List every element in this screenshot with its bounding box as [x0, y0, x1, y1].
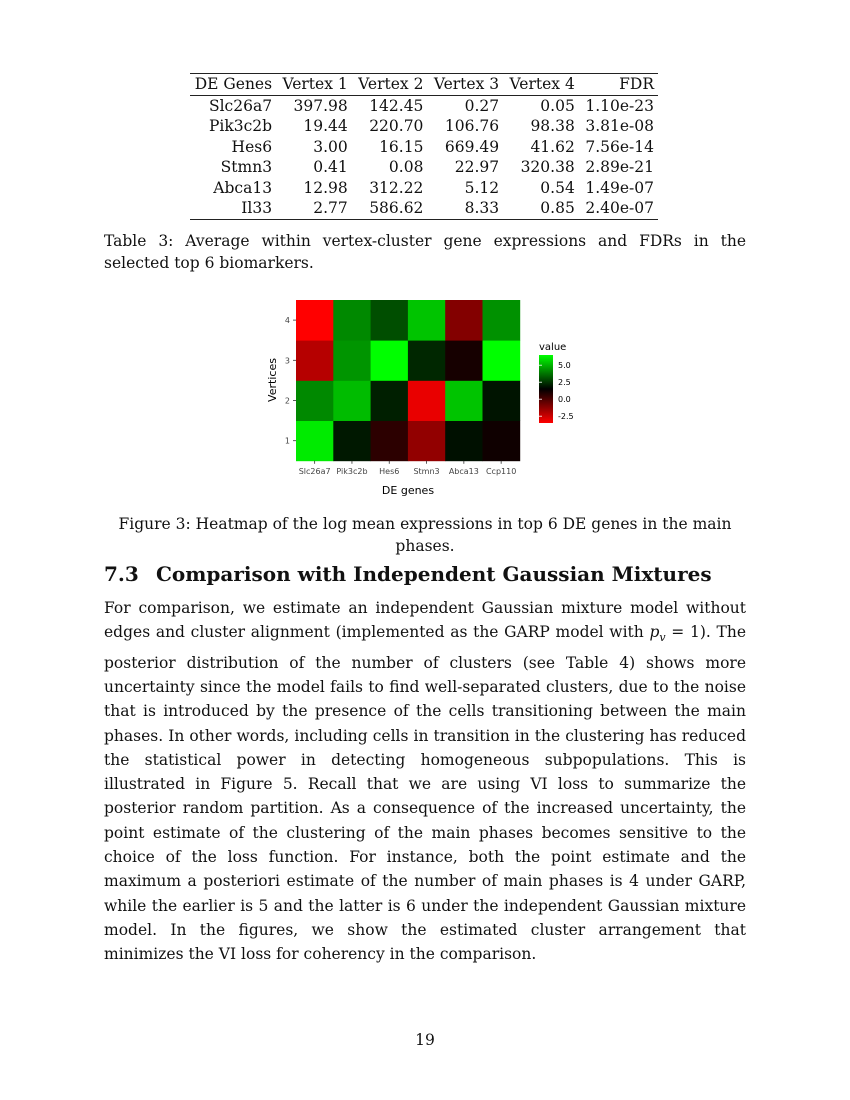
table-row	[190, 116, 658, 137]
table-cell: Stmn3	[220, 158, 273, 176]
heatmap-cell	[445, 300, 483, 341]
table-cell: 320.38	[520, 158, 575, 176]
heatmap-cell	[371, 421, 409, 462]
table-cell: 41.62	[530, 137, 575, 156]
table-cell: 19.44	[303, 117, 348, 135]
heatmap-cell	[296, 300, 334, 341]
table-caption: Table 3: Average within vertex-cluster gene expressions and FDRs in the selected top 6 biomarkers.	[104, 232, 746, 272]
body-text-part-1: For comparison, we estimate an independent Gaussian mixture model without edges and cluster alignment (implemented as the GARP model with	[104, 599, 746, 642]
section-heading	[104, 562, 712, 586]
table-header-cell: DE Genes	[194, 75, 273, 93]
table-cell: 312.22	[369, 178, 424, 197]
x-tick-label: Stmn3	[413, 466, 440, 476]
table-cell: 0.41	[313, 158, 348, 176]
legend-title: value	[539, 342, 567, 353]
table-row	[190, 157, 658, 178]
table-row	[190, 95, 658, 116]
heatmap-cell	[333, 421, 371, 462]
heatmap-cell	[408, 421, 446, 462]
page-number: 19	[415, 1031, 435, 1049]
table-cell: 3.00	[313, 137, 348, 156]
table-cell: 22.97	[454, 158, 500, 176]
heatmap-cell	[445, 340, 483, 381]
math-subscript: v	[659, 631, 666, 645]
table-cell: 2.89e-21	[585, 158, 654, 176]
table-cell: Abca13	[213, 178, 273, 197]
table-cell: 142.45	[369, 96, 424, 115]
section-title: Comparison with Independent Gaussian Mixtures	[156, 562, 712, 586]
table-cell: 1.49e-07	[585, 178, 654, 197]
heatmap-cell	[296, 340, 334, 381]
heatmap-cell	[371, 380, 409, 421]
heatmap-cell	[296, 421, 334, 462]
y-tick-label: 1	[284, 436, 290, 446]
math-rest: = 1	[665, 623, 700, 642]
table-cell: Hes6	[231, 137, 273, 156]
heatmap-cell	[408, 340, 446, 381]
table-cell: 1.10e-23	[585, 96, 654, 115]
table-cell: 0.54	[540, 178, 575, 197]
legend-tick-label: 5.0	[558, 361, 571, 371]
table-cell: Il33	[241, 199, 273, 217]
table-cell: 16.15	[379, 137, 424, 156]
legend-tick-label: -2.5	[558, 412, 574, 422]
heatmap-cell	[483, 300, 521, 341]
table-cell: 2.77	[313, 199, 348, 217]
table-cell: 3.81e-08	[585, 117, 654, 135]
x-tick-label: Abca13	[448, 466, 479, 476]
table-header-cell: FDR	[619, 75, 654, 93]
table-header-cell: Vertex 4	[509, 75, 575, 93]
heatmap-cell	[371, 340, 409, 381]
heatmap-cell	[408, 300, 446, 341]
table-header-cell: Vertex 1	[282, 75, 348, 93]
table-cell: 0.08	[388, 158, 424, 176]
x-tick-label: Pik3c2b	[336, 466, 368, 476]
y-tick-label: 3	[284, 356, 290, 366]
heatmap-cell	[333, 300, 371, 341]
heatmap-cell	[483, 421, 521, 462]
heatmap-cell	[371, 300, 409, 341]
table-cell: 5.12	[464, 178, 500, 197]
table-row	[190, 178, 658, 199]
table-cell: 106.76	[444, 117, 500, 135]
table-cell: 220.70	[369, 117, 424, 135]
heatmap-cell	[408, 380, 446, 421]
heatmap-figure	[262, 294, 592, 500]
y-tick-label: 2	[284, 396, 290, 406]
y-tick-label: 4	[284, 316, 290, 326]
table-header-cell: Vertex 2	[358, 75, 424, 93]
table-cell: 12.98	[303, 178, 348, 197]
heatmap-cell	[445, 380, 483, 421]
table-cell: Pik3c2b	[208, 117, 273, 135]
section-body	[104, 596, 746, 967]
body-paragraph	[104, 596, 746, 967]
table-body	[190, 95, 658, 219]
table-row	[190, 198, 658, 219]
heatmap-cell	[296, 380, 334, 421]
y-axis-label: Vertices	[266, 358, 279, 402]
section-number: 7.3	[104, 562, 139, 586]
legend-tick-label: 0.0	[558, 395, 571, 405]
table-cell: 0.27	[464, 96, 500, 115]
heatmap-cell	[483, 380, 521, 421]
heatmap-cell	[483, 340, 521, 381]
legend-tick-label: 2.5	[558, 378, 571, 388]
table-header-row	[190, 74, 658, 96]
table-cell: 586.62	[369, 199, 424, 217]
body-text-part-2: ). The posterior distribution of the number of clusters (see Table 4) shows more uncertainty since the model fails to find well-separated clusters, due to the noise that is introduced by the presence of the cells transitioning between the main phases. In other words, including cells in transition in the clustering has reduced the statistical power in detecting homogeneous subpopulations. This is illustrated in Figure 5. Recall that we are using VI loss to summarize the posterior random partition. As a consequence of the increased uncertainty, the point estimate of the clustering of the main phases becomes sensitive to the choice of the loss function. For instance, both the point estimate and the maximum a posteriori estimate of the number of main phases is 4 under GARP, while the earlier is 5 and the latter is 6 under the independent Gaussian mixture model. In the figures, we show the estimated cluster arrangement that minimizes the VI loss for coherency in the comparison.	[104, 623, 746, 964]
x-tick-label: Slc26a7	[298, 466, 331, 476]
heatmap-cell	[333, 380, 371, 421]
x-tick-label: Ccp110	[485, 466, 517, 476]
x-axis-label: DE genes	[381, 484, 435, 497]
heatmap-cells	[296, 300, 520, 461]
figure-caption: Figure 3: Heatmap of the log mean expressions in top 6 DE genes in the main phases.	[118, 515, 732, 555]
table-row	[190, 137, 658, 158]
table-cell: 669.49	[444, 137, 500, 156]
table-cell: 98.38	[530, 117, 575, 135]
table-cell: 0.85	[540, 199, 575, 217]
table-cell: 7.56e-14	[585, 137, 654, 156]
x-tick-label: Hes6	[379, 466, 400, 476]
heatmap-cell	[445, 421, 483, 462]
math-p: p	[649, 623, 660, 642]
table-cell: 0.05	[540, 96, 575, 115]
table-cell: Slc26a7	[208, 96, 273, 115]
table-cell: 397.98	[293, 96, 348, 115]
heatmap-cell	[333, 340, 371, 381]
table-cell: 8.33	[464, 199, 500, 217]
table-cell: 2.40e-07	[585, 199, 654, 217]
table-header-cell: Vertex 3	[433, 75, 500, 93]
de-genes-table	[190, 73, 658, 220]
